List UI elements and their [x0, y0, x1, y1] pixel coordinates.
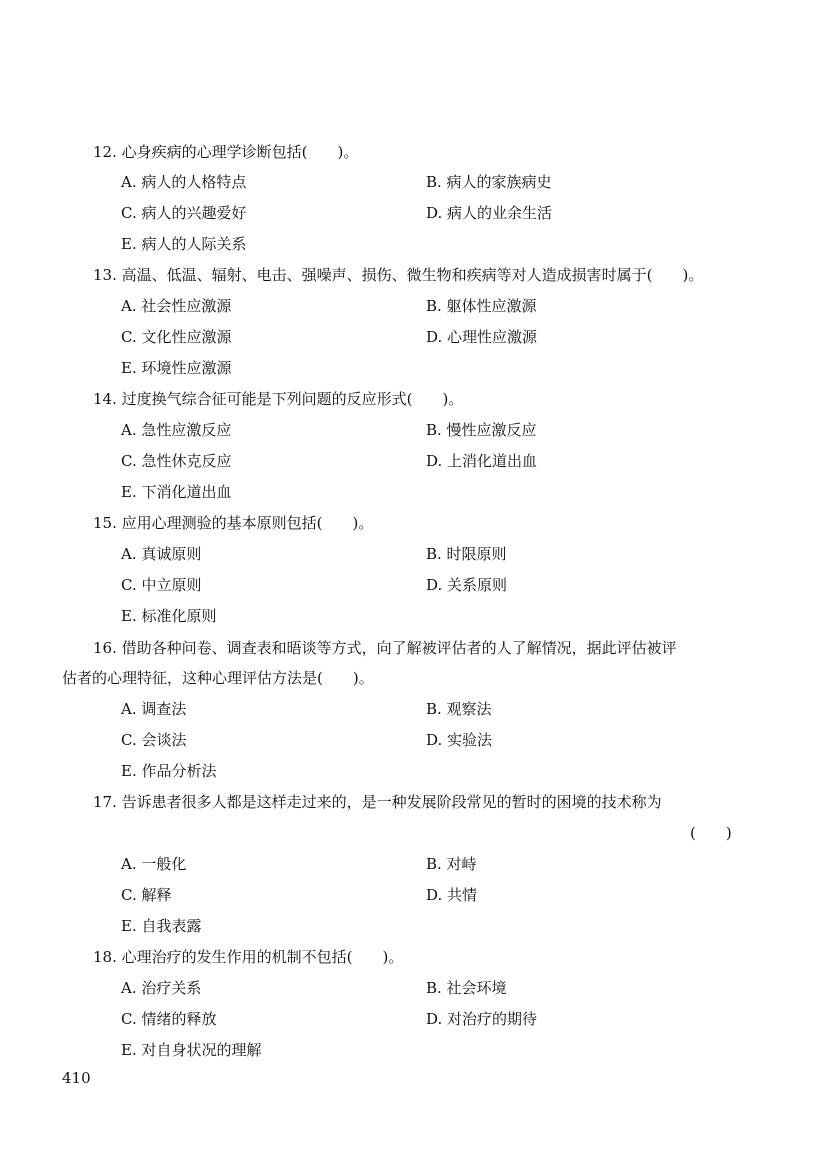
question-18-option-b: B. 社会环境 — [426, 979, 507, 997]
question-16-option-e: E. 作品分析法 — [121, 762, 217, 780]
question-13-option-e: E. 环境性应激源 — [121, 359, 232, 377]
question-15-option-e: E. 标准化原则 — [121, 607, 217, 625]
question-16-stem: 16. 借助各种问卷、调查表和晤谈等方式，向了解被评估者的人了解情况，据此评估被评 — [93, 639, 677, 657]
question-13-option-b: B. 躯体性应激源 — [426, 297, 537, 315]
question-14-option-c: C. 急性休克反应 — [121, 452, 232, 470]
question-12-option-b: B. 病人的家族病史 — [426, 173, 552, 191]
question-13-option-c: C. 文化性应激源 — [121, 328, 232, 346]
question-15-stem: 15. 应用心理测验的基本原则包括( )。 — [93, 514, 374, 532]
question-17-option-b: B. 对峙 — [426, 855, 477, 873]
question-14-option-e: E. 下消化道出血 — [121, 483, 232, 501]
question-13-option-d: D. 心理性应激源 — [426, 328, 538, 346]
question-18-stem: 18. 心理治疗的发生作用的机制不包括( )。 — [93, 948, 404, 966]
question-17-option-a: A. 一般化 — [121, 855, 187, 873]
question-14-option-b: B. 慢性应激反应 — [426, 421, 537, 439]
question-17-option-d: D. 共情 — [426, 886, 478, 904]
question-14-option-a: A. 急性应激反应 — [121, 421, 232, 439]
question-15-option-d: D. 关系原则 — [426, 576, 508, 594]
page-number: 410 — [62, 1069, 91, 1087]
question-18-option-a: A. 治疗关系 — [121, 979, 202, 997]
question-14-option-d: D. 上消化道出血 — [426, 452, 538, 470]
question-15-option-c: C. 中立原则 — [121, 576, 202, 594]
question-16-option-c: C. 会谈法 — [121, 731, 187, 749]
question-16-stem-continued: 估者的心理特征，这种心理评估方法是( )。 — [62, 669, 374, 687]
question-12-stem: 12. 心身疾病的心理学诊断包括( )。 — [93, 143, 359, 161]
question-17-stem: 17. 告诉患者很多人都是这样走过来的，是一种发展阶段常见的暂时的困境的技术称为 — [93, 793, 662, 811]
question-13-option-a: A. 社会性应激源 — [121, 297, 232, 315]
question-18-option-e: E. 对自身状况的理解 — [121, 1041, 262, 1059]
question-16-option-d: D. 实验法 — [426, 731, 493, 749]
question-17-option-e: E. 自我表露 — [121, 917, 202, 935]
question-18-option-c: C. 情绪的释放 — [121, 1010, 217, 1028]
question-16-option-b: B. 观察法 — [426, 700, 492, 718]
question-17-option-c: C. 解释 — [121, 886, 172, 904]
question-12-option-c: C. 病人的兴趣爱好 — [121, 204, 247, 222]
question-18-option-d: D. 对治疗的期待 — [426, 1010, 538, 1028]
question-12-option-d: D. 病人的业余生活 — [426, 204, 553, 222]
question-17-answer-bracket: ( ) — [690, 824, 732, 842]
question-12-option-e: E. 病人的人际关系 — [121, 235, 247, 253]
question-15-option-b: B. 时限原则 — [426, 545, 507, 563]
question-12-option-a: A. 病人的人格特点 — [121, 173, 247, 191]
question-16-option-a: A. 调查法 — [121, 700, 187, 718]
question-13-stem: 13. 高温、低温、辐射、电击、强噪声、损伤、微生物和疾病等对人造成损害时属于( )。 — [93, 266, 704, 284]
question-15-option-a: A. 真诚原则 — [121, 545, 202, 563]
question-14-stem: 14. 过度换气综合征可能是下列问题的反应形式( )。 — [93, 390, 464, 408]
